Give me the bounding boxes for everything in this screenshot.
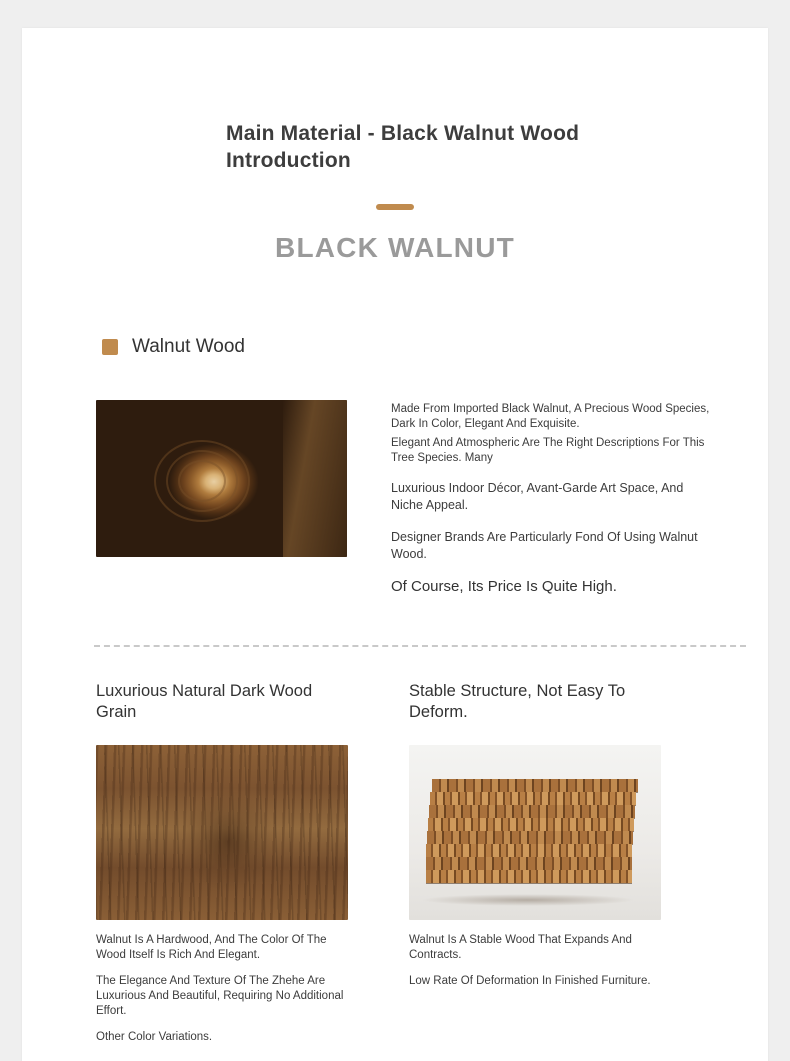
title-divider [376,204,414,210]
timber-layer [426,870,632,883]
timber-layer [428,818,634,831]
column-caption-1: Walnut Is A Stable Wood That Expands And Contracts. [409,934,632,961]
stack-shadow [421,894,635,906]
document-sheet [22,28,768,1061]
feature-paragraph-2: Elegant And Atmospheric Are The Right Descriptions For This Tree Species. Many [391,437,705,464]
feature-paragraph-3: Luxurious Indoor Décor, Avant-Garde Art Space, And Niche Appeal. [391,481,684,512]
column-caption-3: Other Color Variations. [96,1031,213,1043]
wood-knot [182,791,274,891]
column-caption-2: Low Rate Of Deformation In Finished Furniture. [409,975,651,987]
page-title: Main Material - Black Walnut Wood Introduction [226,122,580,172]
column-wood-grain [96,681,348,1045]
column-title: Luxurious Natural Dark Wood Grain [96,682,313,721]
column-stable-structure [409,681,661,1045]
timber-layer [429,805,635,818]
timber-layer [426,857,632,870]
two-column-block [96,681,718,1045]
big-heading: BLACK WALNUT [275,232,515,263]
timber-stack-image [409,745,661,920]
wood-grain-image [96,745,348,920]
timber-stack [426,779,644,891]
title-block [72,28,718,264]
log-side-face [283,400,347,557]
timber-layer [426,844,632,857]
column-title: Stable Structure, Not Easy To Deform. [409,682,626,721]
timber-layer [432,779,638,792]
section-heading-label: Walnut Wood [132,336,245,357]
feature-paragraph-4: Designer Brands Are Particularly Fond Of Using Walnut Wood. [391,530,698,561]
column-caption-1: Walnut Is A Hardwood, And The Color Of The Wood Itself Is Rich And Elegant. [96,934,327,961]
feature-paragraph-5: Of Course, Its Price Is Quite High. [391,578,617,595]
timber-layer [427,831,633,844]
document-body [22,28,768,1061]
walnut-log-image [96,400,347,557]
feature-row [96,400,718,597]
square-bullet-icon [102,339,118,355]
section-heading [102,336,718,358]
growth-ring [178,460,226,502]
feature-paragraph-1: Made From Imported Black Walnut, A Precious Wood Species, Dark In Color, Elegant And Exquisite. [391,403,710,430]
column-caption-2: The Elegance And Texture Of The Zhehe Are Luxurious And Beautiful, Requiring No Additional Effort. [96,975,344,1017]
feature-text-block [391,400,718,597]
timber-layer [430,792,636,805]
dashed-divider [94,645,746,647]
